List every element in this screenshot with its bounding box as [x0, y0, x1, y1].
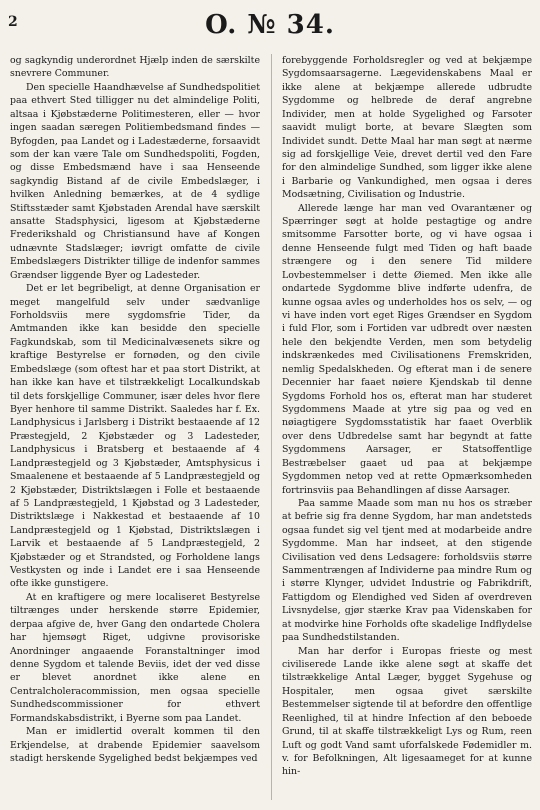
paragraph: Allerede længe har man ved Ovarantæner og Spærringer søgt at holde pestagtige og andre smitsomme Farsotter borte, og vi have ogsaa i denne Henseende fulgt med Tiden og haft baade strængere og i den senere Tid mildere Lovbestemmelser i dette Øiemed. Men ikke alle ondartede Sygdomme blive indførte udenfra, de kunne ogsaa avles og underholdes hos os selv, — og vi have inden vort eget Riges Grændser en Sygdom i fuld Flor, som i Fortiden var udbredt over næsten hele den bekjendte Verden, men som betydelig indskrænkedes med Civilisationens Fremskriden, nemlig Spedalskheden. Og efterat man i de senere Decennier har faaet nøiere Kjendskab til denne Sygdoms Forhold hos os, efterat man har studeret Sygdommens Maade at ytre sig paa og ved en nøiagtigere Sygdomsstatistik har faaet Overblik over dens Udbredelse samt har begyndt at fatte Sygdommens Aarsager, er Statsoffentlige Bestræbelser gaaet ud paa at bekjæmpe Sygdommen netop ved at rette Opmærksomheden fortrinsviis paa Behandlingen af disse Aarsager. [282, 202, 532, 496]
paragraph: At en kraftigere og mere localiseret Bestyrelse tiltrænges under herskende større Epidemier, derpaa afgive de, hver Gang den ondartede Cholera har hjemsøgt Riget, udgivne provisoriske Anordninger angaaende Foranstaltninger imod denne Sygdom et talende Beviis, idet der ved disse er blevet anordnet ikke alene en Centralcholeracommission, men ogsaa specielle Sundhedscommissioner for ethvert Formandskabsdistrikt, i Byerne som paa Landet. [10, 591, 260, 724]
page-number: 2 [8, 14, 18, 30]
paragraph: Den specielle Haandhævelse af Sundhedspolitiet paa ethvert Sted tilligger nu det almindelige Politi, altsaa i Kjøbstæderne Politimesteren, eller — hvor ingen saadan særegen Politiembedsmand findes — Byfogden, paa Landet og i Ladestæderne, forsaavidt som der kan være Tale om Sundhedspoliti, Fogden, og disse Embedsmænd have i saa Henseende sagkyndig Bistand af de civile Embedslæger, i hvilken Anledning bemærkes, at de 4 sydlige Stiftsstæder samt Kjøbstaden Arendal have særskilt ansatte Stadsphysici, ligesom at Kjøbstæderne Frederikshald og Christiansund have af Kongen udnævnte Stadslæger; iøvrigt omfatte de civile Embedslægers Distrikter tillige de indenfor sammes Grændser liggende Byer og Ladesteder. [10, 81, 260, 281]
right-column [282, 54, 532, 779]
paragraph: Man har derfor i Europas frieste og mest civiliserede Lande ikke alene søgt at skaffe det tilstrækkelige Antal Læger, bygget Sygehuse og Hospitaler, men ogsaa givet særskilte Bestemmelser sigtende til at befordre den offentlige Reenlighed, til at hindre Infection af den beboede Grund, til at skaffe tilstrækkeligt Lys og Rum, reen Luft og godt Vand samt uforfalskede Fødemidler m. v. for Befolkningen, Alt ligesaameget for at kunne hin- [282, 645, 532, 778]
paragraph: Man er imidlertid overalt kommen til den Erkjendelse, at drabende Epidemier saavelsom stadigt herskende Sygelighed bedst bekjæmpes ved [10, 726, 260, 764]
left-column [10, 54, 260, 765]
paragraph: Det er let begribeligt, at denne Organisation er meget mangelfuld selv under sædvanlige Forholdsviis mere sygdomsfrie Tider, da Amtmanden ikke kan besidde den specielle Fagkundskab, som til Medicinalvæsenets sikre og kraftige Bestyrelse er fornøden, og den civile Embedslæge (som oftest har et paa stort Distrikt, at han ikke kan have et tilstrækkeligt Localkundskab til dets forskjellige Communer, især deles hvor flere Byer henhore til samme Distrikt. Saaledes har f. Ex. Landphysicus i Jarlsberg i Distrikt bestaaende af 12 Præstegjeld, 2 Kjøbstæder og 3 Ladesteder, Landphysicus i Bratsberg et bestaaende af 4 Landpræstegjeld og 3 Kjøbstæder, Amtsphysicus i Smaalenene et bestaaende af 5 Landpræstegjeld og 2 Kjøbstæder, Distriktslægen i Folle et bestaaende af 5 Landpræstegjeld, 1 Kjøbstad og 3 Ladesteder, Distriktslæge i Nakkestad et bestaaende af 10 Landpræstegjeld og 1 Kjøbstad, Distriktslægen i Larvik et bestaaende af 5 Landpræstegjeld, 2 Kjøbstæder og et Strandsted, og Forholdene langs Vestkysten og inde i Landet ere i saa Henseende ofte ikke gunstigere. [10, 283, 260, 590]
column-divider [271, 54, 272, 800]
paragraph: forebyggende Forholdsregler og ved at bekjæmpe Sygdomsaarsagerne. Lægevidenskabens Maal er ikke alene at bekjæmpe allerede udbrudte Sygdomme og helbrede de deraf angrebne Individer, men at holde Sygelighed og Farsoter saavidt muligt borte, at bevare Slægten som Individet sundt. Dette Maal har man søgt at nærme sig ad forskjellige Veie, drevet dertil ved den Fare for den almindelige Sundhed, som ligger ikke alene i Barbarie og Vankundighed, men ogsaa i deres Modsætning, Civilisation og Industrie. [282, 55, 532, 201]
paragraph: Paa samme Maade som man nu hos os stræber at befrie sig fra denne Sygdom, har man andetsteds ogsaa fundet sig vel tjent med at modarbeide andre Sygdomme. Man har indseet, at den stigende Civilisation ved dens Ledsagere: forholdsviis større Sammentrængen af Individerne paa mindre Rum og i større Klynger, udvidet Industrie og Fabrikdrift, Fattigdom og Elendighed ved Siden af overdreven Livsnydelse, gjør stærke Krav paa Videnskaben for at modvirke hine Forholds ofte skadelige Indflydelse paa Sundhedstilstanden. [282, 497, 532, 644]
paragraph: og sagkyndig underordnet Hjælp inden de særskilte snevrere Communer. [10, 55, 260, 80]
page-title: O. № 34. [205, 10, 335, 40]
